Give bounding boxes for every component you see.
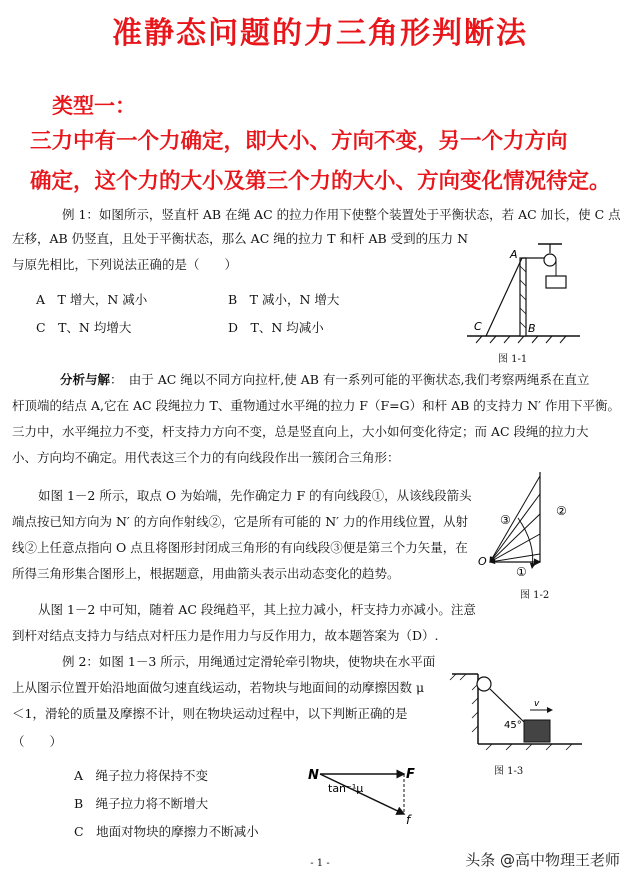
figure2-text-line-3: 线②上任意点指向 O 点且将图形封闭成三角形的有向线段③便是第三个力矢量，在 [12,540,468,555]
example1-option-c: C T、N 均增大 [36,320,132,335]
example2-option-b: B 绳子拉力将不断增大 [74,796,209,811]
figure2-text-line-1: 如图 1－2 所示，取点 O 为始端，先作确定力 F 的有向线段①，从该线段箭头 [38,488,472,503]
example2-line-4: （ ） [12,734,63,749]
figure-1-3-angle-label: 45° [504,720,522,731]
figure2-text-line-2: 端点按已知方向为 N′ 的方向作射线②，它是所有可能的 N′ 力的作用线位置，从射 [12,514,468,529]
figure-1-3-diagram [448,670,588,752]
figure-1-1-label-c: C [474,320,482,333]
example2-option-c: C 地面对物块的摩擦力不断减小 [74,824,259,839]
example2-line-3: ＜1，滑轮的质量及摩擦不计，则在物块运动过程中，以下判断正确的是 [12,706,408,721]
type-label: 类型一： [52,93,136,118]
example1-option-b: B T 减小，N 增大 [228,292,340,307]
example1-line-2: 左移，AB 仍竖直，且处于平衡状态，那么 AC 绳的拉力 T 和杆 AB 受到的压力 N [12,231,469,246]
force-label-f-upper: F [406,767,415,782]
example1-option-a: A T 增大，N 减小 [36,292,148,307]
figure-1-1-caption: 图 1-1 [498,354,528,365]
example2-line-1: 例 2：如图 1－3 所示，用绳通过定滑轮牵引物块，使物块在水平面 [62,654,436,669]
figure-1-2-label-1: ① [516,565,527,576]
rule-line-1: 三力中有一个力确定，即大小、方向不变，另一个力方向 [30,129,568,154]
figure-1-2-label-3: ③ [500,513,511,527]
example1-option-d: D T、N 均减小 [228,320,324,335]
figure-1-1-label-a: A [510,248,518,261]
analysis-line-3: 三力中，水平绳拉力不变，杆支持力方向不变，总是竖直向上，大小如何变化待定；而 AC 段绳的拉力大 [12,424,589,439]
figure-1-3-caption: 图 1-3 [494,766,524,777]
rule-line-2: 确定，这个力的大小及第三个力的大小、方向变化情况待定。 [30,169,611,194]
figure-1-2-label-2: ② [556,504,567,518]
figure2-text-line-4: 所得三角形集合图形上，根据题意，用曲箭头表示出动态变化的趋势。 [12,566,400,581]
example2-option-a: A 绳子拉力将保持不变 [74,768,209,783]
force-label-f-lower: f [406,813,411,826]
angle-label-tan: tan⁻¹μ [328,782,364,795]
analysis-line-4: 小、方向均不确定。用代表这三个力的有向线段作出一簇闭合三角形： [12,450,400,465]
example1-line-1: 例 1：如图所示，竖直杆 AB 在绳 AC 的拉力作用下使整个装置处于平衡状态，若 AC 加长，使 C 点 [62,207,621,222]
force-triangle-diagram [306,762,418,826]
conclusion-line-1: 从图 1－2 中可知，随着 AC 段绳趋平，其上拉力减小，杆支持力亦减小。注意 [38,602,476,617]
analysis-line-2: 杆顶端的结点 A,它在 AC 段绳拉力 T、重物通过水平绳的拉力 F（F=G）和杆 AB 的支持力 N′ 作用下平衡。 [12,398,620,413]
analysis-first-line [60,368,589,392]
example2-line-2: 上从图示位置开始沿地面做匀速直线运动，若物块与地面间的动摩擦因数 μ [12,680,425,695]
figure-1-1-diagram [462,240,582,345]
page-title: 准静态问题的力三角形判断法 [112,16,528,51]
figure-1-2-diagram [478,468,578,576]
conclusion-line-2: 到杆对结点支持力与结点对杆压力是作用力与反作用力，故本题答案为（D）. [12,628,439,643]
example1-line-3: 与原先相比，下列说法正确的是（ ） [12,257,238,272]
analysis-heading: 分析与解 [60,372,111,387]
figure-1-2-label-o: O [478,555,487,568]
figure-1-1-label-b: B [528,322,536,335]
figure-1-2-caption: 图 1-2 [520,590,550,601]
page-number: - 1 - [310,858,330,869]
watermark: 头条 @高中物理王老师 [459,847,626,872]
force-label-n: N [308,768,319,783]
figure-1-3-v-label: v [534,699,540,709]
analysis-line-1: ： 由于 AC 绳以不同方向拉杆,使 AB 有一系列可能的平衡状态,我们考察两绳系在直立 [110,372,590,387]
